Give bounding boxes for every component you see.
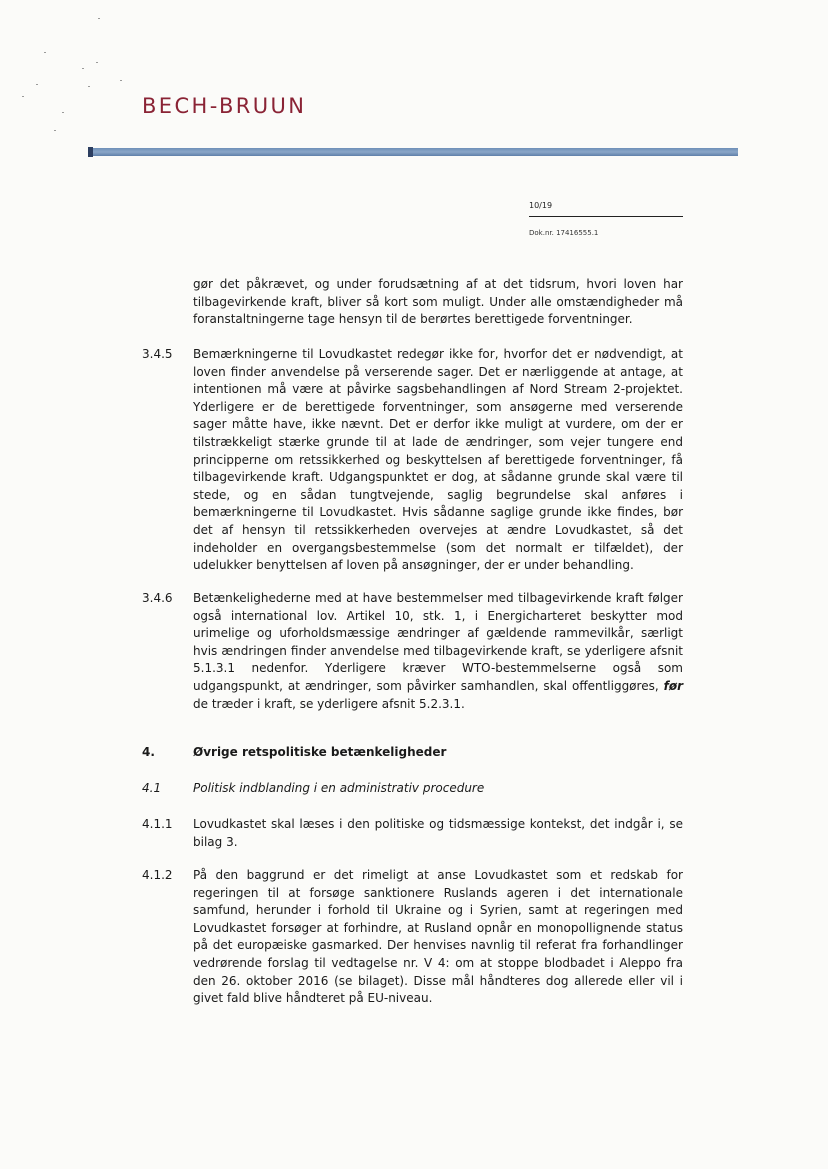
- header-rule: [88, 148, 738, 156]
- section-heading-4: Øvrige retspolitiske betænkeligheder: [193, 745, 447, 759]
- section-number-3-4-5: 3.4.5: [142, 347, 173, 361]
- paragraph-3-4-6-part-b: de træder i kraft, se yderligere afsnit 5.2.3.1.: [193, 696, 465, 711]
- emphasis-foer: før: [663, 678, 683, 693]
- document-number: Dok.nr. 17416555.1: [529, 229, 599, 237]
- paragraph-3-4-5: Bemærkningerne til Lovudkastet redegør ikke for, hvorfor det er nødvendigt, at loven finder anvendelse på verserende sager. Det er nærliggende at antage, at intentionen må være at påvirke sagsbehandlingen af Nord Stream 2-projektet. Yderligere er de berettigede forventninger, som ansøgerne med verserende sager måtte have, ikke nævnt. Det er derfor ikke muligt at vurdere, om der er tilstrækkeligt stærke grunde til at lade de ændringer, som vejer tungere end principperne om retssikkerhed og beskyttelsen af berettigede forventninger, få tilbagevirkende kraft. Udgangspunktet er dog, at sådanne grunde skal være til stede, og en sådan tungtvejende, saglig begrundelse skal anføres i bemærkningerne til Lovudkastet. Hvis sådanne saglige grunde ikke findes, bør det af hensyn til retssikkerheden overvejes at ændre Lovudkastet, så det indeholder en overgangsbestemmelse (som det normalt er tilfældet), der udelukker benyttelsen af loven på ansøgninger, der er under behandling.: [193, 347, 683, 573]
- paragraph-3-4-6: [193, 590, 683, 713]
- intro-paragraph: gør det påkrævet, og under forudsætning af at det tidsrum, hvori loven har tilbagevirkende kraft, bliver så kort som muligt. Under alle omstændigheder må foranstaltningerne tage hensyn til de berørtes berettigede forventninger.: [193, 277, 683, 327]
- section-number-4-1: 4.1: [142, 781, 162, 795]
- paragraph-3-4-6-part-a: Betænkelighederne med at have bestemmelser med tilbagevirkende kraft følger også international lov. Artikel 10, stk. 1, i Energicharteret beskytter mod urimelige og uforholdsmæssige ændringer af gældende rammevilkår, særligt hvis ændringen finder anvendelse med tilbagevirkende kraft, se yderligere afsnit 5.1.3.1 nedenfor. Yderligere kræver WTO-bestemmelserne også som udgangspunkt, at ændringer, som påvirker samhandlen, skal offentliggøres,: [193, 591, 683, 693]
- paragraph-4-1-2: På den baggrund er det rimeligt at anse Lovudkastet som et redskab for regeringen til at forsøge sanktionere Ruslands ageren i det internationale samfund, herunder i forhold til Ukraine og i Syrien, samt at regeringen med Lovudkastet forsøger at forhindre, at Rusland opnår en monopollignende status på det europæiske gasmarked. Der henvises navnlig til referat fra forhandlinger vedrørende forslag til vedtagelse nr. V 4: om at stoppe blodbadet i Aleppo fra den 26. oktober 2016 (se bilaget). Disse mål håndteres dog allerede eller vil i givet fald blive håndteret på EU-niveau.: [193, 868, 683, 1006]
- page-number: 10/19: [529, 201, 553, 210]
- header-divider: [529, 216, 683, 217]
- bech-bruun-logo: BECH-BRUUN: [142, 94, 307, 118]
- paragraph-4-1-1: Lovudkastet skal læses i den politiske og tidsmæssige kontekst, det indgår i, se bilag 3.: [193, 817, 683, 849]
- section-number-4-1-1: 4.1.1: [142, 817, 173, 831]
- section-number-4: 4.: [142, 745, 155, 759]
- header-rule-cap: [88, 147, 93, 157]
- section-number-4-1-2: 4.1.2: [142, 868, 173, 882]
- section-number-3-4-6: 3.4.6: [142, 591, 173, 605]
- section-heading-4-1: Politisk indblanding i en administrativ procedure: [193, 781, 485, 795]
